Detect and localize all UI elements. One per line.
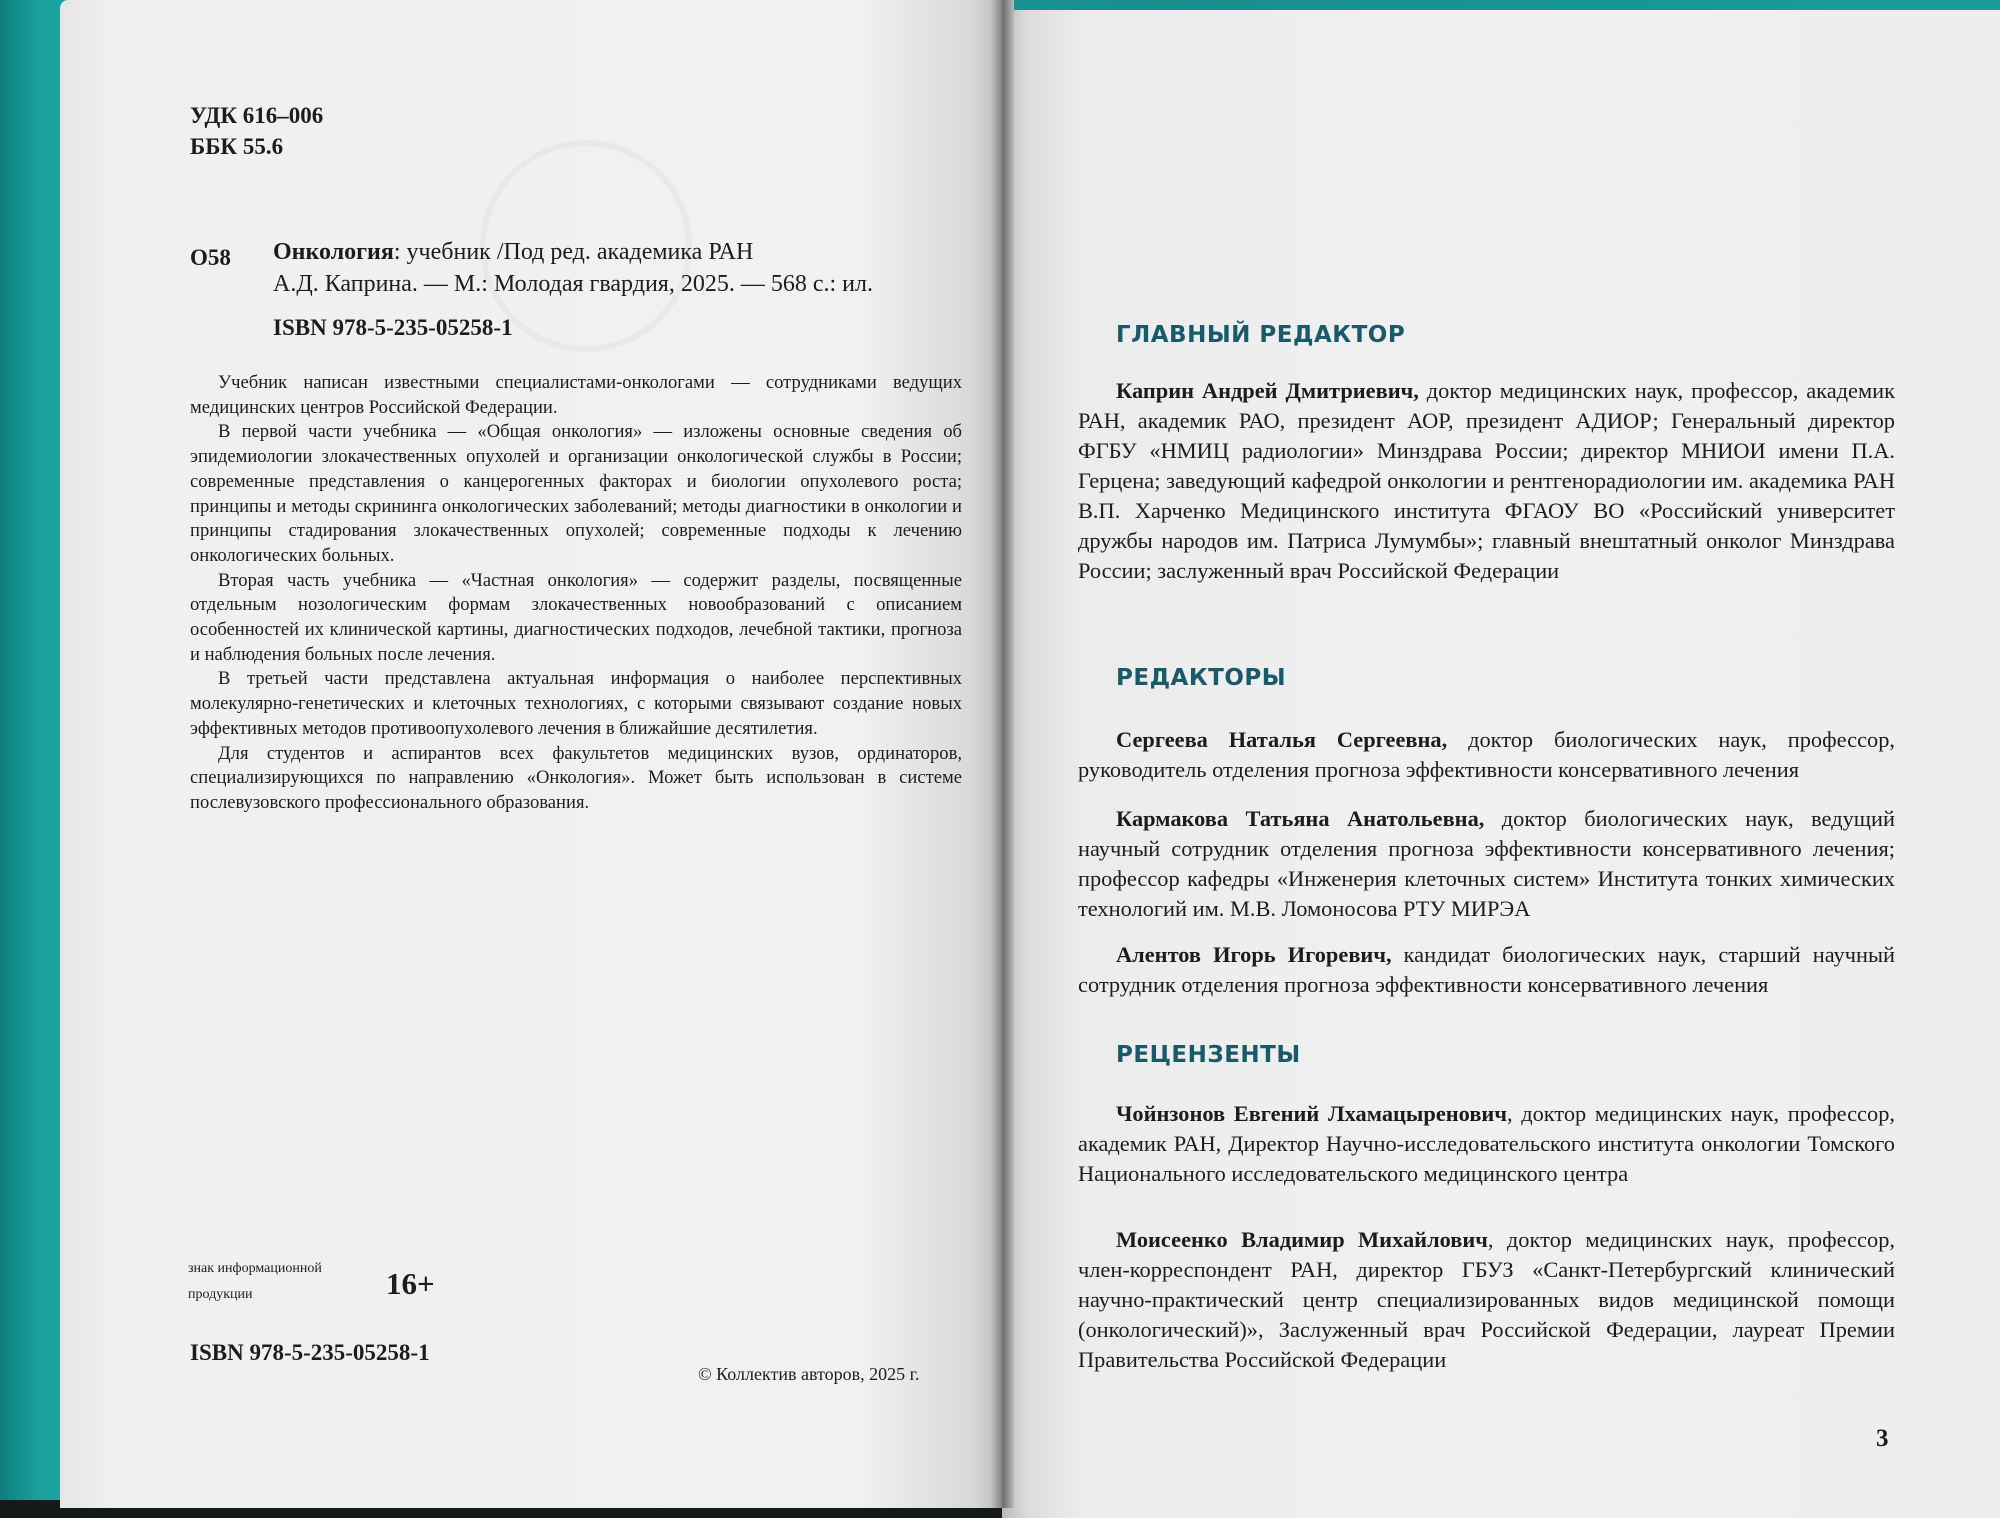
reviewers-heading: РЕЦЕНЗЕНТЫ [1116,1042,1301,1068]
person-name: Кармакова Татьяна Анатольевна, [1116,806,1485,831]
person-name: Моисеенко Владимир Михайлович [1116,1227,1488,1252]
bibliographic-record [273,236,973,300]
book-gutter [990,0,1014,1508]
editor-entry [1078,804,1895,924]
person-credentials: доктор биологических наук, ведущий научный сотрудник отделения прогноза эффективности консервативного лечения; профессор кафедры «Инженерия клеточных систем» Института тонких химических технологий им. М.В. Ломоносова РТУ МИРЭА [1078,806,1895,921]
book-subtitle: : учебник /Под ред. академика РАН [393,239,754,265]
editors-heading: РЕДАКТОРЫ [1116,665,1287,691]
person-name: Алентов Игорь Игоревич, [1116,942,1392,967]
isbn-top: ISBN 978-5-235-05258-1 [273,315,513,340]
copyright: © Коллектив авторов, 2025 г. [698,1364,920,1384]
editor-entry [1078,940,1895,1000]
person-credentials: , доктор медицинских наук, профессор, академик РАН, Директор Научно-исследовательского института онкологии Томского Национального исследовательского медицинского центра [1078,1101,1895,1186]
sign-label-line: продукции [188,1287,253,1302]
classification-codes [190,100,323,162]
author-mark: О58 [190,245,231,270]
age-rating: 16+ [386,1266,435,1301]
abstract-paragraph: В первой части учебника — «Общая онкология» — изложены основные сведения об эпидемиологии злокачественных опухолей и организации онкологической службы в России; современные представления о канцерогенных факторах и биологии опухолевого роста; принципы и методы скрининга онкологических заболеваний; методы диагностики в онкологии и принципы стадирования злокачественных опухолей; современные подходы к лечению онкологических больных. [190,421,962,566]
info-product-sign-label [188,1256,322,1308]
abstract-paragraph: Для студентов и аспирантов всех факультетов медицинских вузов, ординаторов, специализирующихся по направлению «Онкология». Может быть использован в системе послевузовского профессионального образования. [190,742,962,813]
person-credentials: доктор медицинских наук, профессор, академик РАН, академик РАО, президент АОР, президент АДИОР; Генеральный директор ФГБУ «НМИЦ радиологии» Минздрава России; директор МНИОИ имени П.А. Герцена; заведующий кафедрой онкологии и рентгенорадиологии им. академика РАН В.П. Харченко Медицинского института ФГАОУ ВО «Российский университет дружбы народов им. Патриса Лумумбы»; главный внештатный онколог Минздрава России; заслуженный врач Российской Федерации [1078,378,1896,583]
person-name: Чойнзонов Евгений Лхамацыренович [1116,1101,1507,1126]
isbn-bottom: ISBN 978-5-235-05258-1 [190,1340,430,1365]
udk-code: УДК 616–006 [190,103,324,128]
reviewer-entry [1078,1225,1895,1375]
person-credentials: кандидат биологических наук, старший научный сотрудник отделения прогноза эффективности консервативного лечения [1078,942,1895,997]
editor-entry [1078,725,1895,785]
abstract-paragraph: В третьей части представлена актуальная информация о наиболее перспективных молекулярно-генетических и клеточных технологиях, с которыми связывают создание новых эффективных методов противоопухолевого лечения в ближайшие десятилетия. [190,668,962,739]
chief-editor-heading: ГЛАВНЫЙ РЕДАКТОР [1116,322,1406,348]
person-name: Сергеева Наталья Сергеевна, [1116,727,1448,752]
chief-editor-entry [1078,376,1895,586]
bbk-code: ББК 55.6 [190,134,284,159]
abstract-paragraph: Вторая часть учебника — «Частная онкология» — содержит разделы, посвященные отдельным нозологическим формам злокачественных новообразований с описанием особенностей их клинической картины, диагностических подходов, лечебной тактики, прогноза и наблюдения больных после лечения. [190,569,962,665]
sign-label-line: знак информационной [188,1261,322,1276]
person-credentials: , доктор медицинских наук, профессор, член-корреспондент РАН, директор ГБУЗ «Санкт-Петербургский клинический научно-практический центр специализированных видов медицинской помощи (онкологический)», Заслуженный врач Российской Федерации, лауреат Премии Правительства Российской Федерации [1078,1227,1895,1372]
abstract-paragraph: Учебник написан известными специалистами-онкологами — сотрудниками ведущих медицинских центров Российской Федерации. [190,372,962,418]
book-title: Онкология [273,239,394,265]
page-number: 3 [1876,1425,1889,1452]
publication-info: А.Д. Каприна. — М.: Молодая гвардия, 2025. — 568 с.: ил. [273,271,873,297]
book-abstract [190,371,962,816]
reviewer-entry [1078,1099,1895,1189]
person-credentials: доктор биологических наук, профессор, руководитель отделения прогноза эффективности консервативного лечения [1078,727,1895,782]
person-name: Каприн Андрей Дмитриевич, [1116,378,1419,403]
